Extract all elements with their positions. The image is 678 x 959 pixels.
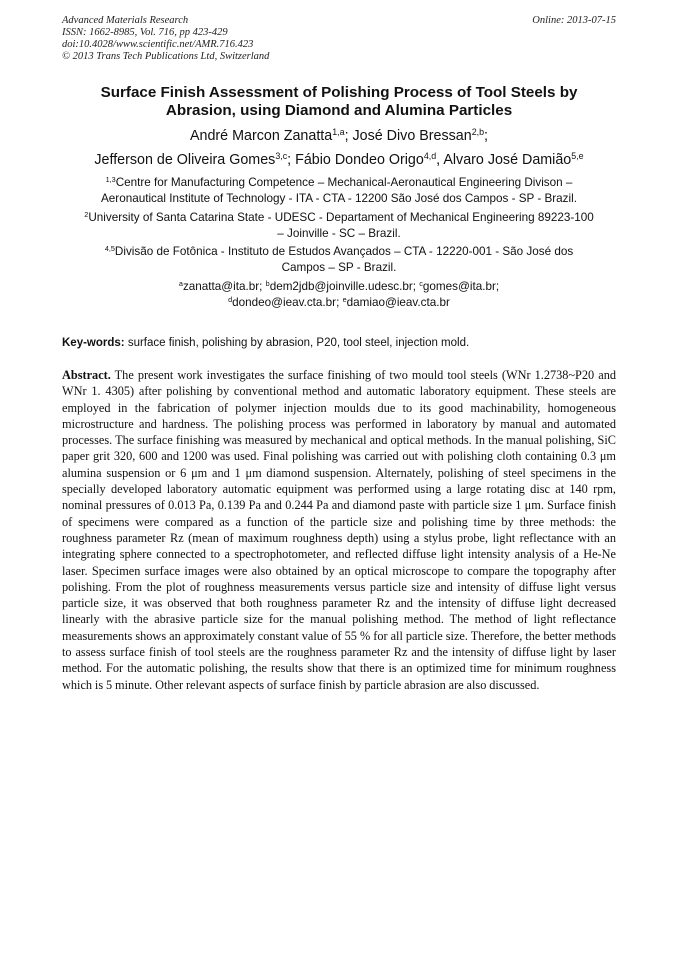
affiliation-line <box>62 244 616 260</box>
title-line-1: Surface Finish Assessment of Polishing Process of Tool Steels by <box>100 84 578 101</box>
doi-line: doi:10.4028/www.scientific.net/AMR.716.423 <box>62 39 254 50</box>
author-name: Jefferson de Oliveira Gomes <box>94 152 276 168</box>
email-superscript: a <box>178 279 183 289</box>
email-address: damiao@ieav.cta.br <box>346 296 450 309</box>
author-superscript: 4,d <box>423 151 437 162</box>
email-address: zanatta@ita.br; <box>182 280 266 293</box>
affiliation-text: – Joinville - SC – Brazil. <box>277 227 401 240</box>
affiliation-line <box>62 210 616 226</box>
email-address: dondeo@ieav.cta.br; <box>232 296 343 309</box>
author-name: , Alvaro José Damião <box>436 152 572 168</box>
email-superscript: c <box>419 279 423 289</box>
author-superscript: 3,c <box>275 151 288 162</box>
affiliation-text: Aeronautical Institute of Technology - ITA - CTA - 12200 São José dos Campos - SP - Brazil. <box>101 192 577 205</box>
journal-header <box>62 15 616 63</box>
email-superscript: b <box>265 279 270 289</box>
keywords-text: surface finish, polishing by abrasion, P20, tool steel, injection mold. <box>124 337 470 349</box>
email-line-2 <box>62 295 616 311</box>
affiliation-superscript: 2 <box>84 210 89 220</box>
author-line-1 <box>40 124 638 148</box>
email-superscript: e <box>342 295 347 305</box>
issn-line: ISSN: 1662-8985, Vol. 716, pp 423-429 <box>62 27 228 38</box>
affiliation-superscript: 4,5 <box>104 244 115 254</box>
online-date: Online: 2013-07-15 <box>532 15 616 26</box>
email-address: gomes@ita.br; <box>422 280 500 293</box>
title-line-2: Abrasion, using Diamond and Alumina Particles <box>165 102 513 119</box>
author-emails <box>62 279 616 311</box>
affiliation-2 <box>62 210 616 242</box>
affiliation-text: Centre for Manufacturing Competence – Mechanical-Aeronautical Engineering Divison – <box>115 176 573 189</box>
abstract <box>62 367 616 693</box>
author-name: ; José Divo Bressan <box>344 128 472 144</box>
keywords <box>62 336 616 351</box>
affiliation-text: Campos – SP - Brazil. <box>281 261 397 274</box>
author-superscript: 2,b <box>471 127 485 138</box>
affiliation-3 <box>62 244 616 276</box>
email-address: dem2jdb@joinville.udesc.br; <box>269 280 420 293</box>
journal-name: Advanced Materials Research <box>62 15 189 26</box>
author-superscript: 5,e <box>571 151 584 162</box>
affiliation-superscript: 1,3 <box>105 175 116 185</box>
copyright-line: © 2013 Trans Tech Publications Ltd, Switzerland <box>62 51 270 62</box>
author-superscript: 1,a <box>332 127 345 138</box>
affiliation-text: University of Santa Catarina State - UDESC - Departament of Mechanical Engineering 89223-100 <box>88 211 594 224</box>
email-superscript: d <box>228 295 233 305</box>
affiliation-line <box>62 175 616 191</box>
author-list <box>40 124 638 172</box>
paper-title <box>62 84 616 120</box>
author-separator: ; <box>484 128 489 144</box>
author-name: André Marcon Zanatta <box>189 128 333 144</box>
author-line-2 <box>40 148 638 172</box>
email-line-1 <box>62 279 616 295</box>
author-name: ; Fábio Dondeo Origo <box>287 152 424 168</box>
affiliation-1 <box>62 175 616 207</box>
abstract-text: The present work investigates the surface finishing of two mould tool steels (WNr 1.2738~P20 and WNr 1. 4305) after polishing by conventional method and automatic laboratory equipment. These steels are employed in the fabrication of polymer injection moulds due to its good machinability, homogeneous microstructure and hardness. The polishing process was performed in laboratory by manual and automated processes. The surface finishing was measured by mechanical and optical methods. In the manual polishing, SiC paper grit 320, 600 and 1200 was used. Final polishing was carried out with polishing cloth containing 0.3 μm alumina suspension or 6 μm and 1 μm diamond suspension. Alternately, polishing of steel specimens in the specially developed laboratory automatic equipment was performed using a large rotating disc at 140 rpm, nominal pressures of 0.013 Pa, 0.139 Pa and 0.244 Pa and diamond paste with particle size 1 μm. Surface finish of specimens were compared as a function of the particle size and polishing time by three methods: the roughness parameter Rz (mean of maximum roughness depth) using a stylus probe, light reflectance with an integrating sphere connected to a spectrophotometer, and reflected diffuse light intensity analysis of a He-Ne laser. Specimen surface images were also obtained by an optical microscope to compare the topography after polishing. From the plot of roughness measurements versus particle size and intensity of diffuse light versus particle size, it was observed that both roughness parameter Rz and the intensity of diffuse light decreased linearly with the abrasive particle size for the manual polishing method. The method of light reflectance measurements shows an approximately constant value of 55 % for all particle size. Therefore, the better methods to assess surface finish of tool steels are the roughness parameter Rz and the intensity of diffuse light by laser method. For the automatic polishing, the results show that there is an optimized time for minimum roughness which is 5 minute. Other relevant aspects of surface finish by particle abrasion are also discussed. <box>62 368 616 692</box>
keywords-label: Key-words: <box>62 337 125 349</box>
affiliation-text: Divisão de Fotônica - Instituto de Estudos Avançados – CTA - 12220-001 - São José dos <box>114 245 574 258</box>
abstract-label: Abstract. <box>62 368 111 382</box>
